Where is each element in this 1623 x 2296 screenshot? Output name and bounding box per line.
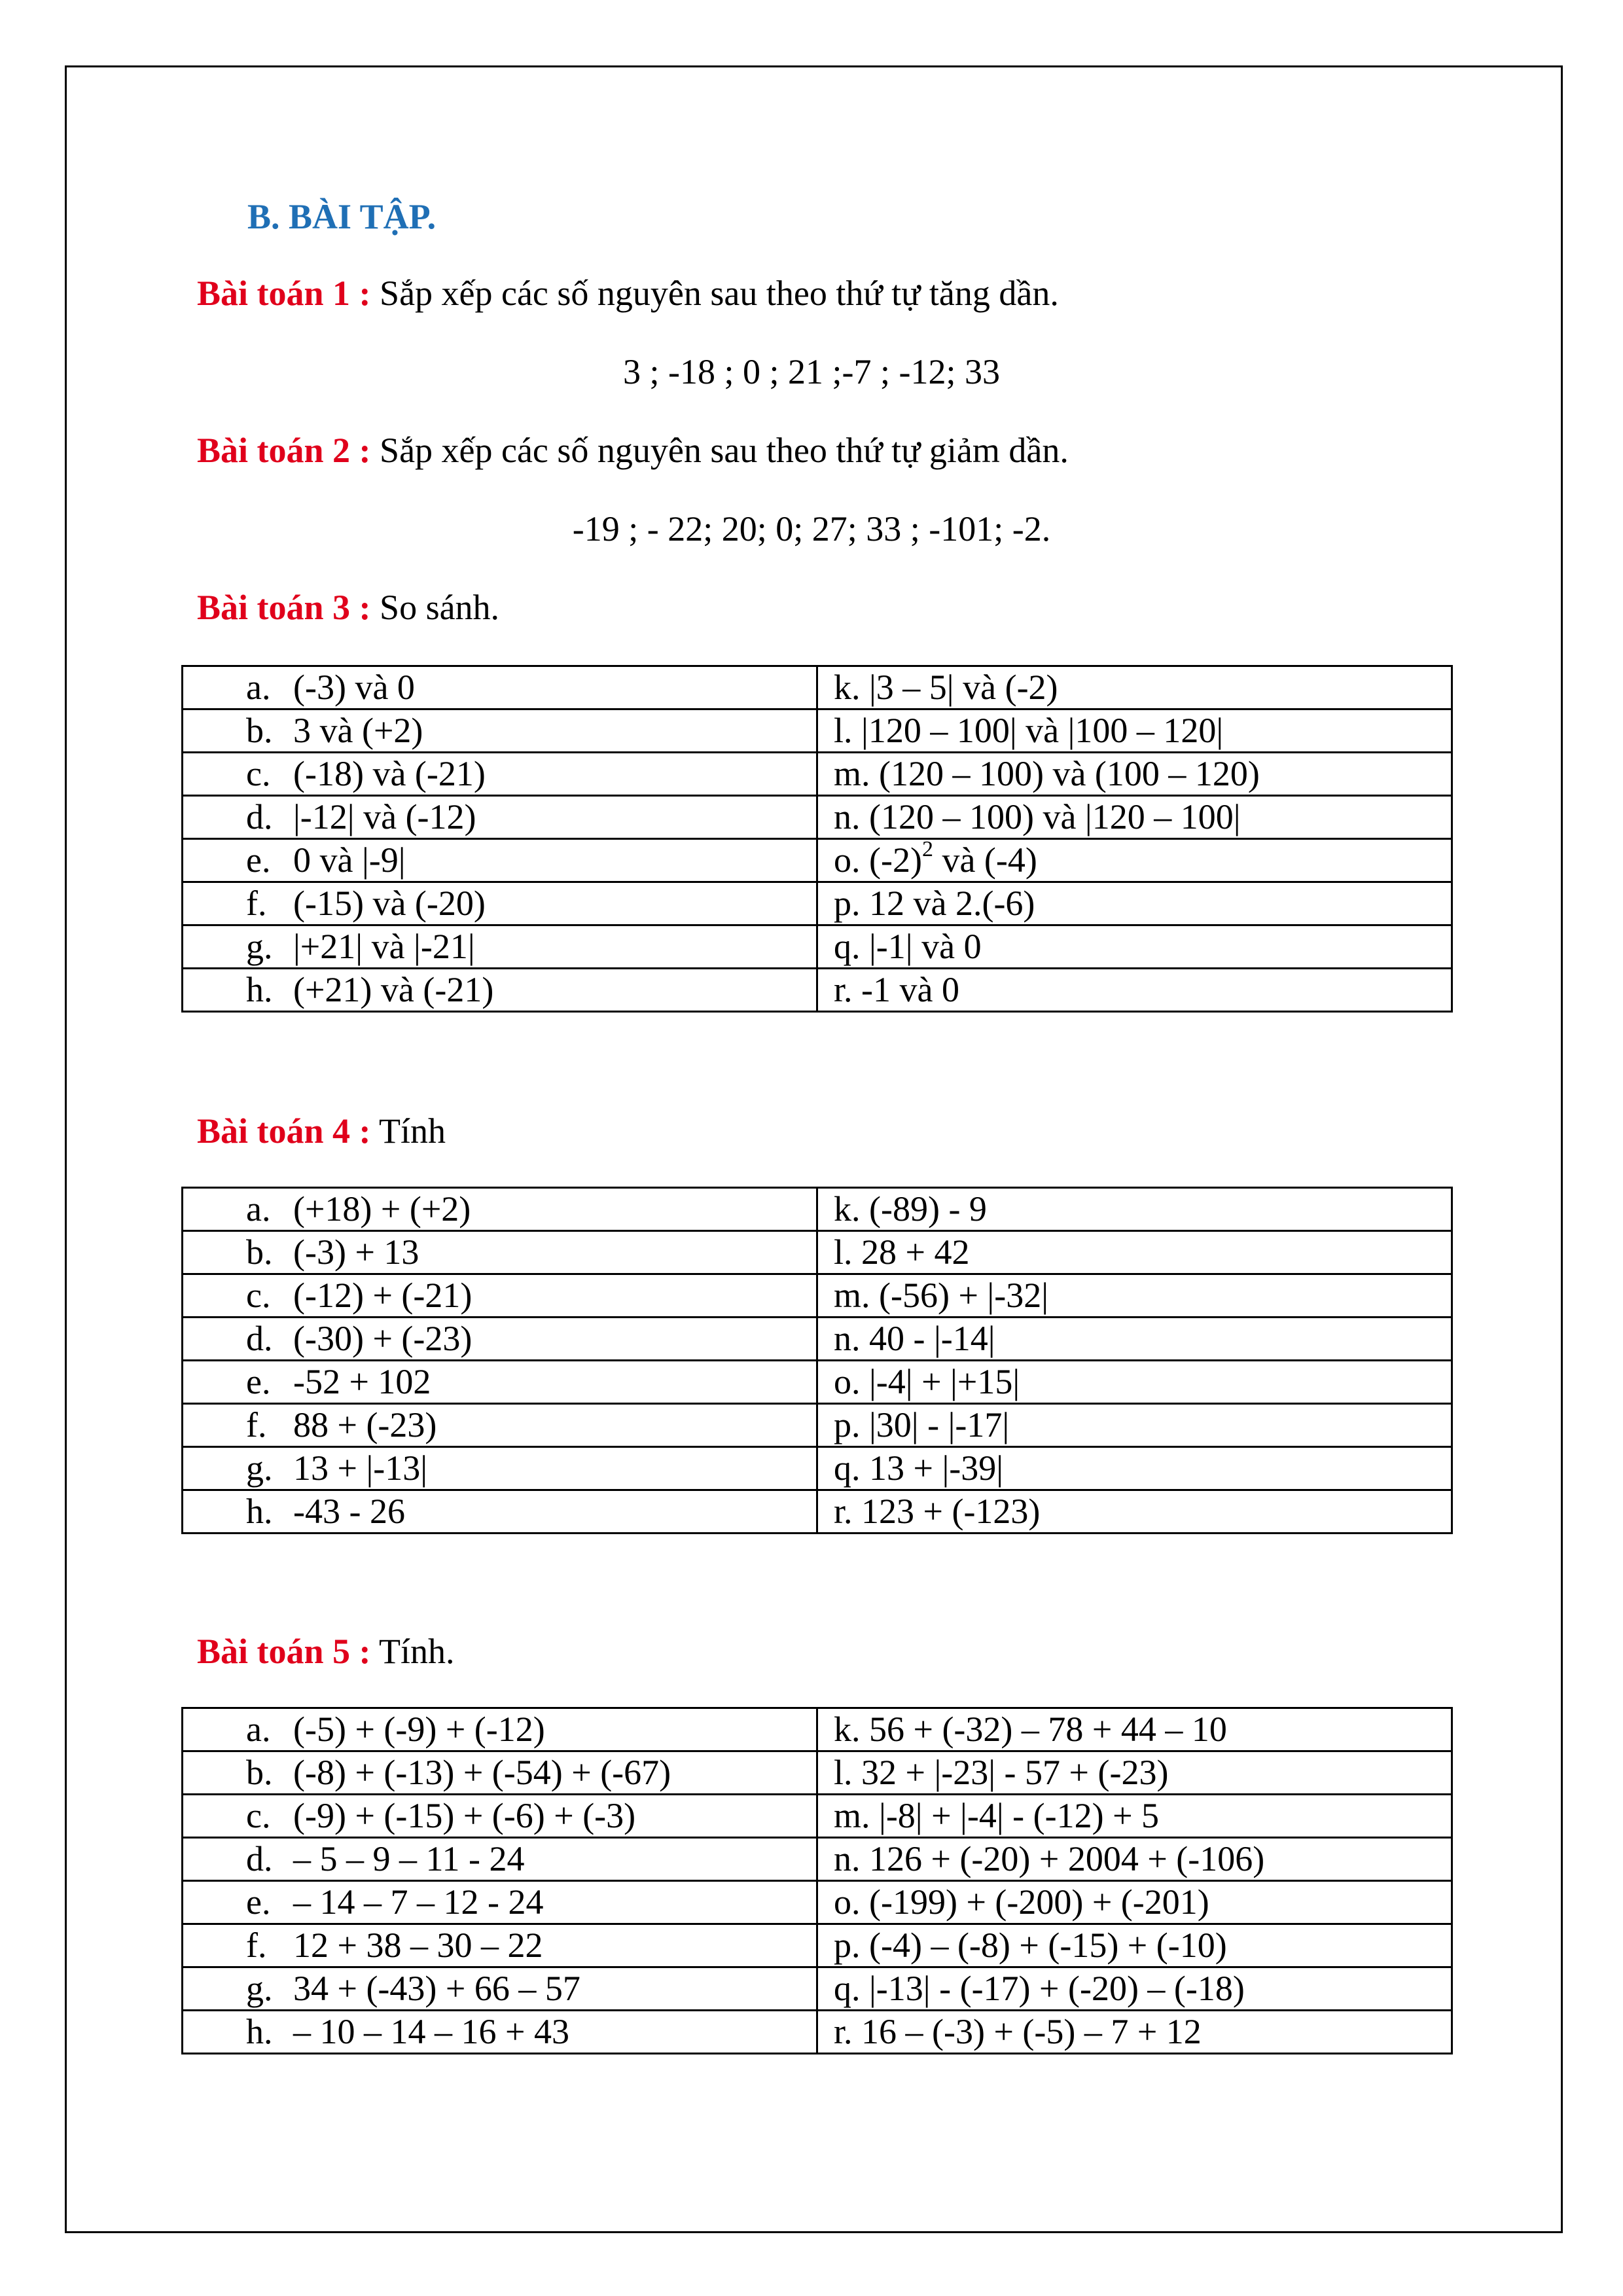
table-cell (183, 925, 817, 969)
table-cell (817, 1274, 1452, 1318)
table-cell (183, 1967, 817, 2011)
table-cell (817, 1404, 1452, 1447)
item-letter: a. (246, 668, 271, 707)
item-text: (-3) và 0 (293, 668, 415, 707)
item-text: – 14 – 7 – 12 - 24 (293, 1882, 544, 1922)
item-text: l. 28 + 42 (834, 1232, 970, 1272)
item-text: n. (120 – 100) và |120 – 100| (834, 797, 1241, 836)
table-cell (817, 1838, 1452, 1881)
item-text: q. |-13| - (-17) + (-20) – (-18) (834, 1969, 1245, 2008)
item-text: – 10 – 14 – 16 + 43 (293, 2012, 569, 2051)
item-letter: e. (246, 1362, 271, 1401)
item-text: -52 + 102 (293, 1362, 431, 1401)
table-row (183, 1924, 1452, 1967)
table-cell (817, 1881, 1452, 1924)
expr-rest: và (-4) (933, 840, 1037, 880)
table-row (183, 1188, 1452, 1231)
table-row (183, 882, 1452, 925)
table-row (183, 1361, 1452, 1404)
table-cell (183, 1404, 817, 1447)
problem-3-text: So sánh. (370, 588, 500, 627)
table-cell (817, 1708, 1452, 1751)
table-cell (183, 1231, 817, 1274)
table-row (183, 1404, 1452, 1447)
item-letter: b. (246, 1232, 273, 1272)
table-cell (817, 2011, 1452, 2054)
table-cell (183, 2011, 817, 2054)
problem-4-heading (197, 1111, 446, 1151)
item-letter: e. (246, 840, 271, 880)
item-text: r. 123 + (-123) (834, 1492, 1041, 1531)
item-text: p. |30| - |-17| (834, 1405, 1010, 1444)
table-cell (817, 969, 1452, 1012)
problem-1-numbers: 3 ; -18 ; 0 ; 21 ;-7 ; -12; 33 (623, 352, 1000, 391)
table-row (183, 666, 1452, 709)
table-row (183, 1967, 1452, 2011)
item-text: r. -1 và 0 (834, 970, 959, 1009)
table-row (183, 1447, 1452, 1490)
table-cell (183, 1274, 817, 1318)
item-text: n. 40 - |-14| (834, 1319, 995, 1358)
table-cell (817, 839, 1452, 882)
table-cell (817, 666, 1452, 709)
item-text: k. |3 – 5| và (-2) (834, 668, 1058, 707)
table-cell (183, 839, 817, 882)
table-row (183, 1795, 1452, 1838)
table-row (183, 925, 1452, 969)
section-title: B. BÀI TẬP. (247, 197, 437, 236)
table-row (183, 1881, 1452, 1924)
table-row (183, 796, 1452, 839)
item-text: (-30) + (-23) (293, 1319, 473, 1358)
item-letter: f. (246, 1405, 267, 1444)
problem-4-text: Tính (370, 1111, 446, 1151)
item-letter: h. (246, 1492, 273, 1531)
table-row (183, 1318, 1452, 1361)
problem-2-numbers: -19 ; - 22; 20; 0; 27; 33 ; -101; -2. (572, 509, 1051, 548)
problem-2-heading (197, 430, 1069, 471)
item-text: q. |-1| và 0 (834, 927, 982, 966)
table-cell (817, 882, 1452, 925)
table-cell (183, 709, 817, 753)
item-text: r. 16 – (-3) + (-5) – 7 + 12 (834, 2012, 1202, 2051)
table-cell (817, 1361, 1452, 1404)
item-text: p. 12 và 2.(-6) (834, 884, 1035, 923)
table-cell (183, 1751, 817, 1795)
table-cell (817, 1490, 1452, 1534)
item-text: 0 và |-9| (293, 840, 406, 880)
problem-5-label: Bài toán 5 : (197, 1632, 371, 1671)
table-cell (817, 796, 1452, 839)
table-cell (183, 1838, 817, 1881)
problem-3-label: Bài toán 3 : (197, 588, 371, 627)
exponent: 2 (921, 837, 933, 861)
item-letter: f. (246, 884, 267, 923)
table-cell (817, 1231, 1452, 1274)
problem-5-heading (197, 1631, 455, 1672)
item-letter: d. (246, 1319, 273, 1358)
item-letter: c. (246, 1796, 271, 1835)
item-text: o. |-4| + |+15| (834, 1362, 1020, 1401)
item-text: 13 + |-13| (293, 1448, 428, 1488)
table-cell (817, 925, 1452, 969)
item-text: n. 126 + (-20) + 2004 + (-106) (834, 1839, 1265, 1878)
item-text: -43 - 26 (293, 1492, 405, 1531)
item-text: 88 + (-23) (293, 1405, 437, 1444)
problem-1-label: Bài toán 1 : (197, 274, 371, 313)
table-cell (183, 1318, 817, 1361)
table-row (183, 2011, 1452, 2054)
table-row (183, 1838, 1452, 1881)
item-letter: c. (246, 754, 271, 793)
table-cell (817, 1318, 1452, 1361)
item-text: |-12| và (-12) (293, 797, 476, 836)
table-cell (183, 1447, 817, 1490)
item-letter: e. (246, 1882, 271, 1922)
item-text: (-8) + (-13) + (-54) + (-67) (293, 1753, 671, 1792)
item-letter: a. (246, 1710, 271, 1749)
item-letter: g. (246, 1969, 273, 2008)
table-cell (183, 882, 817, 925)
item-text: o. (-199) + (-200) + (-201) (834, 1882, 1209, 1922)
problem-1-heading (197, 273, 1059, 314)
item-letter: h. (246, 2012, 273, 2051)
table-cell (183, 1361, 817, 1404)
item-text: k. 56 + (-32) – 78 + 44 – 10 (834, 1710, 1227, 1749)
table-cell (183, 666, 817, 709)
item-letter: c. (246, 1276, 271, 1315)
table-cell (817, 1751, 1452, 1795)
table-cell (817, 1795, 1452, 1838)
item-text: (+21) và (-21) (293, 970, 494, 1009)
problem-3-heading (197, 587, 499, 628)
item-letter: f. (246, 1926, 267, 1965)
table-row (183, 753, 1452, 796)
table-cell (183, 1188, 817, 1231)
comparison-table (181, 665, 1453, 1013)
item-text: k. (-89) - 9 (834, 1189, 987, 1229)
table-cell (183, 969, 817, 1012)
item-letter: b. (246, 711, 273, 750)
item-letter: a. (246, 1189, 271, 1229)
table-cell (183, 1881, 817, 1924)
item-text: (-3) + 13 (293, 1232, 419, 1272)
item-text: m. (120 – 100) và (100 – 120) (834, 754, 1260, 793)
item-text: m. (-56) + |-32| (834, 1276, 1049, 1315)
item-text: 34 + (-43) + 66 – 57 (293, 1969, 580, 2008)
table-cell (183, 1708, 817, 1751)
table-cell (817, 709, 1452, 753)
item-text: q. 13 + |-39| (834, 1448, 1004, 1488)
item-letter: b. (246, 1753, 273, 1792)
problem-1-text: Sắp xếp các số nguyên sau theo thứ tự tăng dần. (370, 274, 1059, 313)
table-row (183, 1274, 1452, 1318)
item-text: – 5 – 9 – 11 - 24 (293, 1839, 525, 1878)
item-text: (-12) + (-21) (293, 1276, 473, 1315)
item-text: l. |120 – 100| và |100 – 120| (834, 711, 1224, 750)
problem-5-text: Tính. (370, 1632, 455, 1671)
item-text: (-15) và (-20) (293, 884, 486, 923)
item-text: |+21| và |-21| (293, 927, 475, 966)
item-text: 3 và (+2) (293, 711, 423, 750)
table-cell (183, 1924, 817, 1967)
item-text: p. (-4) – (-8) + (-15) + (-10) (834, 1926, 1227, 1965)
table-cell (817, 1924, 1452, 1967)
table-cell (183, 1490, 817, 1534)
item-text: (-18) và (-21) (293, 754, 486, 793)
table-row (183, 1490, 1452, 1534)
item-letter: d. (246, 797, 273, 836)
item-letter: h. (246, 970, 273, 1009)
table-cell (817, 1967, 1452, 2011)
table-cell (183, 1795, 817, 1838)
item-letter: g. (246, 1448, 273, 1488)
calculation-table-1 (181, 1187, 1453, 1534)
table-row (183, 1231, 1452, 1274)
item-letter: g. (246, 927, 273, 966)
table-cell (183, 796, 817, 839)
table-row (183, 1751, 1452, 1795)
calculation-table-2 (181, 1707, 1453, 2054)
item-text (834, 837, 1037, 881)
table-row (183, 709, 1452, 753)
expr-base: o. (-2) (834, 840, 922, 880)
table-cell (817, 753, 1452, 796)
table-cell (183, 753, 817, 796)
item-text: 12 + 38 – 30 – 22 (293, 1926, 543, 1965)
table-row (183, 969, 1452, 1012)
table-cell (817, 1447, 1452, 1490)
item-text: m. |-8| + |-4| - (-12) + 5 (834, 1796, 1160, 1835)
table-row (183, 839, 1452, 882)
item-text: l. 32 + |-23| - 57 + (-23) (834, 1753, 1169, 1792)
table-cell (817, 1188, 1452, 1231)
item-text: (-5) + (-9) + (-12) (293, 1710, 545, 1749)
problem-2-text: Sắp xếp các số nguyên sau theo thứ tự giảm dần. (370, 431, 1069, 470)
table-row (183, 1708, 1452, 1751)
item-letter: d. (246, 1839, 273, 1878)
item-text: (+18) + (+2) (293, 1189, 471, 1229)
problem-2-label: Bài toán 2 : (197, 431, 371, 470)
item-text: (-9) + (-15) + (-6) + (-3) (293, 1796, 636, 1835)
problem-4-label: Bài toán 4 : (197, 1111, 371, 1151)
